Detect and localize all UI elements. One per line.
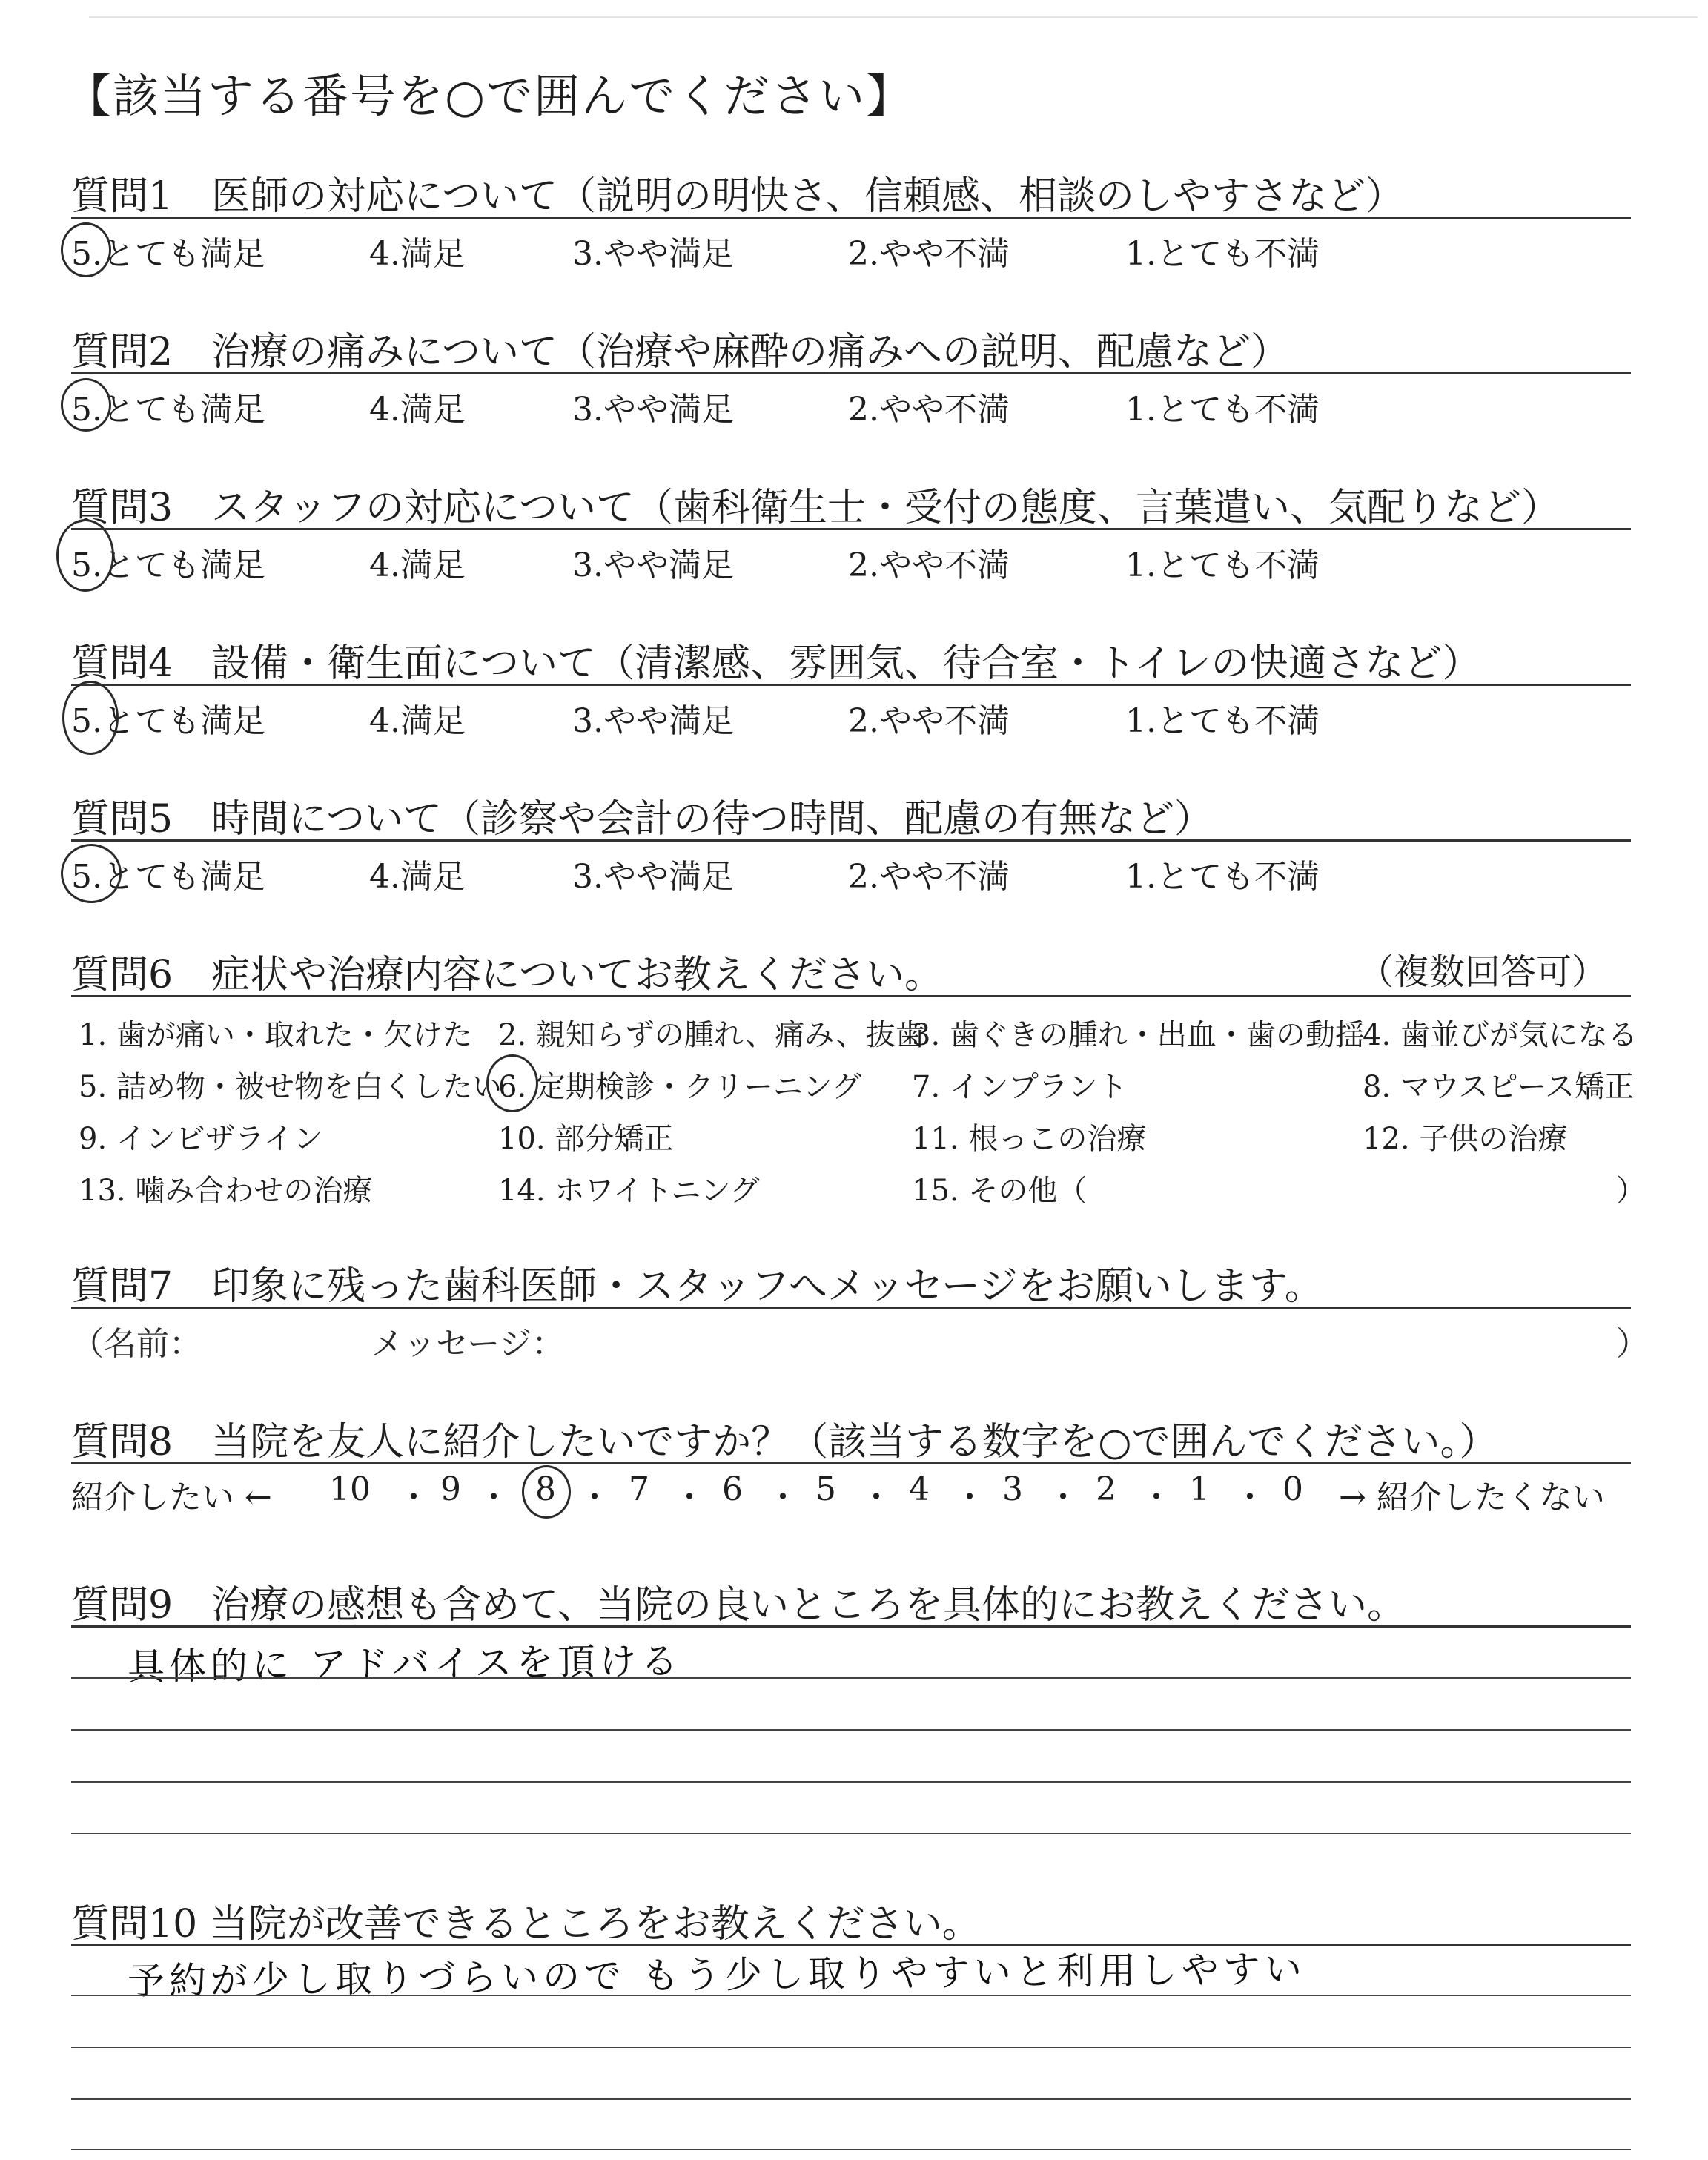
q4-option-2[interactable]: 2.やや不満 [848, 702, 1010, 740]
q8-score-3[interactable]: 3 [1002, 1470, 1023, 1508]
q6-option-10[interactable]: 10. 部分矯正 [498, 1122, 674, 1156]
q8-score-1[interactable]: 1 [1189, 1470, 1210, 1508]
q4-option-3[interactable]: 3.やや満足 [572, 702, 734, 740]
question-2-title: 質問2 治療の痛みについて（治療や麻酔の痛みへの説明、配慮など） [71, 330, 1290, 374]
q6-option-14[interactable]: 14. ホワイトニング [498, 1174, 760, 1208]
question-1-title: 質問1 医師の対応について（説明の明快さ、信頼感、相談のしやすさなど） [71, 174, 1404, 219]
question-9-title: 質問9 治療の感想も含めて、当院の良いところを具体的にお教えください。 [71, 1583, 1406, 1628]
q7-message-label: メッセージ： [371, 1325, 565, 1363]
question-3-title: 質問3 スタッフの対応について（歯科衛生士・受付の態度、言葉遣い、気配りなど） [71, 486, 1560, 530]
q3-option-2[interactable]: 2.やや不満 [848, 546, 1010, 584]
question-10-title: 質問10 当院が改善できるところをお教えください。 [71, 1902, 981, 1946]
question-7-title: 質問7 印象に残った歯科医師・スタッフへメッセージをお願いします。 [71, 1264, 1323, 1309]
q1-option-1[interactable]: 1.とても不満 [1125, 235, 1320, 273]
q6-option-5[interactable]: 5. 詰め物・被せ物を白くしたい [79, 1070, 502, 1104]
question-4-rule [71, 684, 1631, 686]
q6-option-15[interactable]: 15. その他（ [912, 1174, 1088, 1208]
q9-handwritten-answer[interactable]: 具体的に アドバイスを頂ける [127, 1639, 683, 1688]
q10-writing-line [71, 2098, 1631, 2100]
q6-option-8[interactable]: 8. マウスピース矯正 [1363, 1070, 1635, 1104]
q8-separator: ・ [1140, 1479, 1173, 1516]
q10-writing-line [71, 1995, 1631, 1996]
q6-option-6[interactable]: 6. 定期検診・クリーニング [498, 1070, 862, 1104]
q7-close-paren: ） [1616, 1325, 1649, 1363]
q4-selection-circle [62, 681, 119, 755]
q8-score-2[interactable]: 2 [1096, 1470, 1116, 1508]
q8-separator: ・ [953, 1479, 986, 1516]
q9-writing-line [71, 1729, 1631, 1731]
q7-name-label: （名前： [71, 1325, 202, 1363]
question-2-rule [71, 372, 1631, 374]
q3-option-3[interactable]: 3.やや満足 [572, 546, 734, 584]
question-4-title: 質問4 設備・衛生面について（清潔感、雰囲気、待合室・トイレの快適さなど） [71, 641, 1481, 686]
q6-option-4[interactable]: 4. 歯並びが気になる [1363, 1018, 1638, 1052]
question-6-note: （複数回答可） [1357, 951, 1607, 993]
q3-option-5[interactable]: 5.とても満足 [71, 546, 265, 584]
q5-option-3[interactable]: 3.やや満足 [572, 858, 734, 896]
q5-option-4[interactable]: 4.満足 [369, 858, 466, 896]
q4-option-4[interactable]: 4.満足 [369, 702, 466, 740]
q6-option-1[interactable]: 1. 歯が痛い・取れた・欠けた [79, 1018, 472, 1052]
q10-handwritten-answer[interactable]: 予約が少し取りづらいので もう少し取りやすいと利用しやすい [127, 1947, 1307, 2003]
q5-option-5[interactable]: 5.とても満足 [71, 858, 265, 896]
q5-option-1[interactable]: 1.とても不満 [1125, 858, 1320, 896]
q5-option-2[interactable]: 2.やや不満 [848, 858, 1010, 896]
q6-option-12[interactable]: 12. 子供の治療 [1363, 1122, 1568, 1156]
q8-separator: ・ [1047, 1479, 1079, 1516]
q8-separator: ・ [397, 1479, 430, 1516]
q2-option-3[interactable]: 3.やや満足 [572, 391, 734, 429]
q8-score-6[interactable]: 6 [722, 1470, 743, 1508]
q8-separator: ・ [578, 1479, 611, 1516]
q6-option-13[interactable]: 13. 噛み合わせの治療 [79, 1174, 373, 1208]
q1-option-2[interactable]: 2.やや不満 [848, 235, 1010, 273]
q6-option-7[interactable]: 7. インプラント [912, 1070, 1128, 1104]
q9-writing-line [71, 1677, 1631, 1679]
q6-option-9[interactable]: 9. インビザライン [79, 1122, 323, 1156]
scan-edge-line [89, 16, 1698, 18]
q2-option-4[interactable]: 4.満足 [369, 391, 466, 429]
q8-score-5[interactable]: 5 [815, 1470, 836, 1508]
q6-option-11[interactable]: 11. 根っこの治療 [912, 1122, 1147, 1156]
question-3-rule [71, 528, 1631, 530]
q6-option-3[interactable]: 3. 歯ぐきの腫れ・出血・歯の動揺 [912, 1018, 1365, 1052]
q3-option-4[interactable]: 4.満足 [369, 546, 466, 584]
q8-right-label: → 紹介したくない [1339, 1479, 1605, 1516]
q8-score-9[interactable]: 9 [440, 1470, 461, 1508]
question-5-rule [71, 839, 1631, 842]
q4-option-5[interactable]: 5.とても満足 [71, 702, 265, 740]
q1-selection-circle [61, 222, 111, 277]
q2-option-2[interactable]: 2.やや不満 [848, 391, 1010, 429]
question-5-title: 質問5 時間について（診察や会計の待つ時間、配慮の有無など） [71, 797, 1214, 842]
instruction-heading: 【該当する番号を○で囲んでください】 [65, 69, 914, 123]
q6-option-15-close: ） [1616, 1174, 1646, 1208]
q5-selection-circle [61, 844, 122, 903]
q8-separator: ・ [673, 1479, 706, 1516]
question-7-rule [71, 1307, 1631, 1309]
q8-score-10[interactable]: 10 [329, 1470, 371, 1508]
q1-option-4[interactable]: 4.満足 [369, 235, 466, 273]
q10-writing-line [71, 2149, 1631, 2150]
q8-selection-circle [522, 1465, 571, 1519]
q9-writing-line [71, 1833, 1631, 1834]
q6-selection-circle [486, 1054, 538, 1112]
q1-option-5[interactable]: 5.とても満足 [71, 235, 265, 273]
q8-separator: ・ [860, 1479, 893, 1516]
q4-option-1[interactable]: 1.とても不満 [1125, 702, 1320, 740]
q1-option-3[interactable]: 3.やや満足 [572, 235, 734, 273]
q8-left-label: 紹介したい ← [71, 1479, 272, 1516]
question-6-title: 質問6 症状や治療内容についてお教えください。 [71, 953, 944, 997]
q2-selection-circle [61, 378, 111, 432]
question-1-rule [71, 217, 1631, 219]
q8-separator: ・ [1234, 1479, 1266, 1516]
q2-option-5[interactable]: 5.とても満足 [71, 391, 265, 429]
q2-option-1[interactable]: 1.とても不満 [1125, 391, 1320, 429]
q8-score-7[interactable]: 7 [629, 1470, 649, 1508]
question-9-rule [71, 1625, 1631, 1628]
question-8-title: 質問8 当院を友人に紹介したいですか？（該当する数字を○で囲んでください。） [71, 1420, 1498, 1464]
q8-separator: ・ [767, 1479, 799, 1516]
q8-separator: ・ [477, 1479, 510, 1516]
question-6-rule [71, 995, 1631, 997]
q10-writing-line [71, 2047, 1631, 2048]
q3-option-1[interactable]: 1.とても不満 [1125, 546, 1320, 584]
q8-score-4[interactable]: 4 [909, 1470, 930, 1508]
question-8-rule [71, 1462, 1631, 1464]
q3-selection-circle [56, 519, 114, 592]
q6-option-2[interactable]: 2. 親知らずの腫れ、痛み、抜歯 [498, 1018, 925, 1052]
q8-score-8[interactable]: 8 [535, 1470, 556, 1508]
q9-writing-line [71, 1781, 1631, 1783]
q8-score-0[interactable]: 0 [1282, 1470, 1303, 1508]
